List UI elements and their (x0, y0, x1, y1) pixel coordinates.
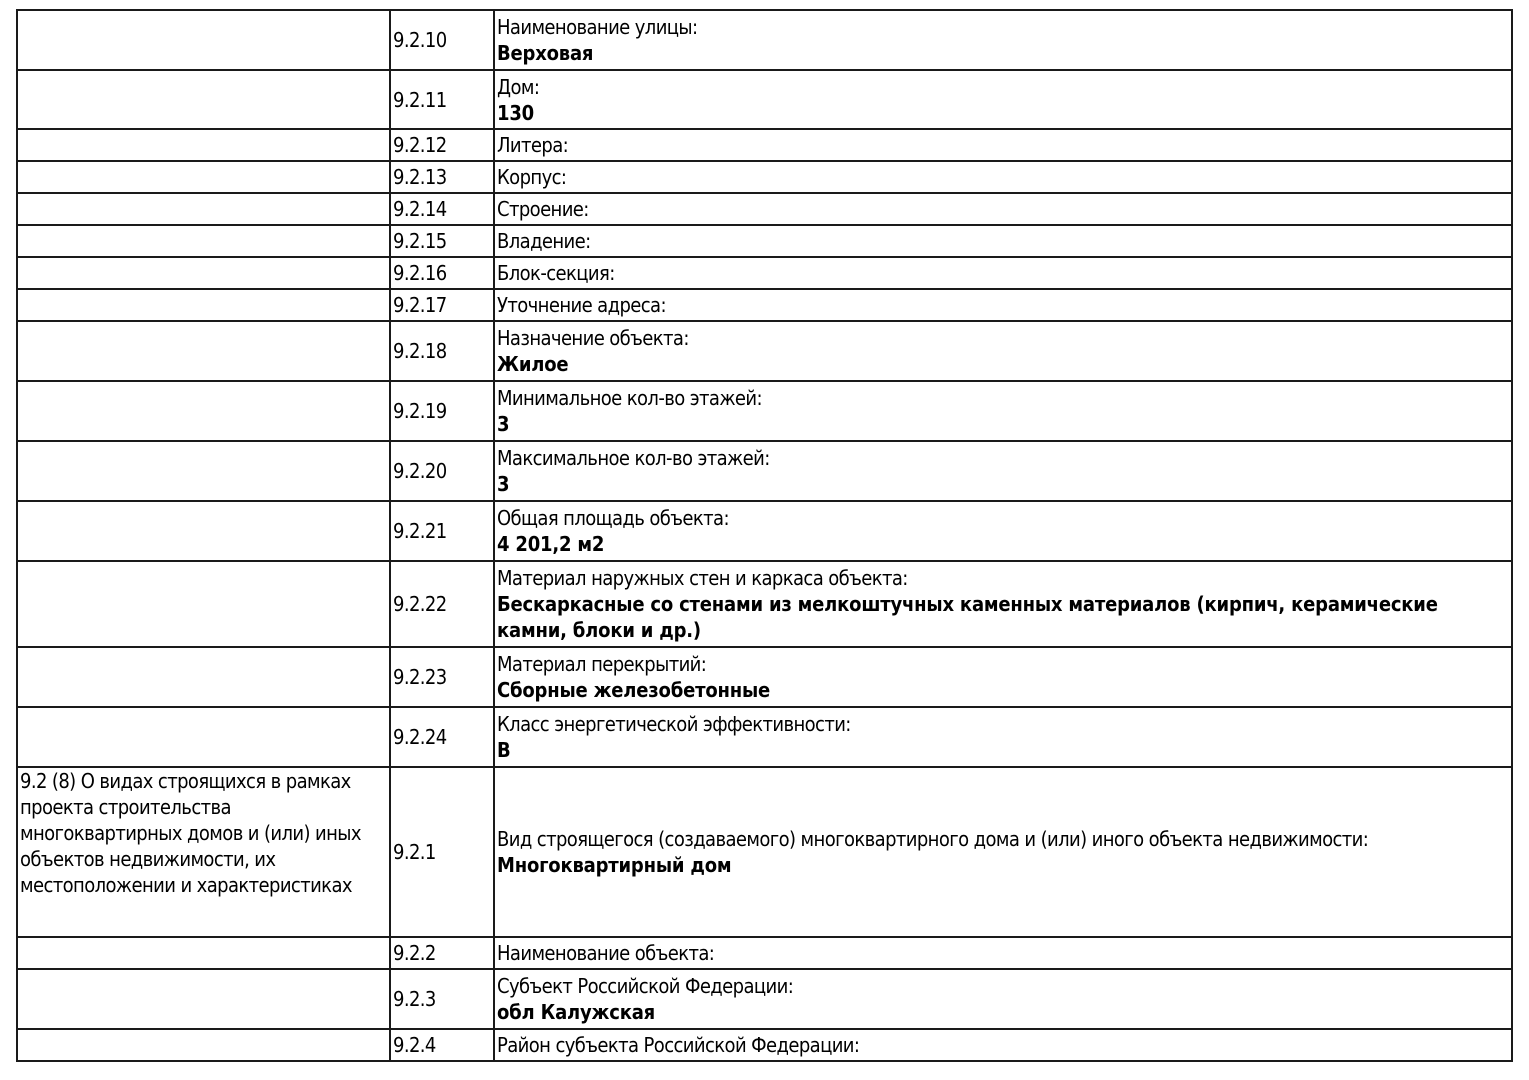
code-cell (390, 161, 494, 193)
item-code: 9.2.16 (393, 261, 447, 285)
section-cell (17, 501, 390, 561)
field-value: Многоквартирный дом (497, 853, 732, 877)
table-row (17, 10, 1512, 70)
content-cell (494, 193, 1512, 225)
field-label: Минимальное кол-во этажей: (497, 386, 762, 410)
content-cell (494, 969, 1512, 1029)
code-cell (390, 707, 494, 767)
item-code: 9.2.4 (393, 1033, 436, 1057)
field-label: Класс энергетической эффективности: (497, 712, 851, 736)
field-value: 4 201,2 м2 (497, 532, 605, 556)
content-cell (494, 441, 1512, 501)
code-cell (390, 937, 494, 969)
table-row (17, 707, 1512, 767)
section-cell (17, 707, 390, 767)
field-label: Строение: (497, 197, 589, 221)
section-cell (17, 289, 390, 321)
field-label: Район субъекта Российской Федерации: (497, 1033, 860, 1057)
field-value: 3 (497, 412, 510, 436)
table-row (17, 441, 1512, 501)
item-code: 9.2.23 (393, 665, 447, 689)
content-cell (494, 937, 1512, 969)
content-cell (494, 767, 1512, 937)
field-value: В (497, 738, 511, 762)
item-code: 9.2.1 (393, 840, 436, 864)
content-cell (494, 561, 1512, 647)
code-cell (390, 289, 494, 321)
content-cell (494, 1029, 1512, 1061)
content-cell (494, 129, 1512, 161)
field-value: Бескаркасные со стенами из мелкоштучных каменных материалов (кирпич, керамические камни, блоки и др.) (497, 592, 1438, 642)
item-code: 9.2.2 (393, 941, 436, 965)
section-cell (17, 1029, 390, 1061)
code-cell (390, 10, 494, 70)
code-cell (390, 647, 494, 707)
content-cell (494, 381, 1512, 441)
field-value: 130 (497, 100, 534, 125)
field-label: Материал перекрытий: (497, 652, 707, 676)
section-cell (17, 193, 390, 225)
section-cell (17, 561, 390, 647)
section-cell (17, 161, 390, 193)
code-cell (390, 225, 494, 257)
table-row (17, 257, 1512, 289)
code-cell (390, 969, 494, 1029)
item-code: 9.2.14 (393, 197, 447, 221)
code-cell (390, 501, 494, 561)
field-label: Наименование улицы: (497, 15, 698, 39)
content-cell (494, 707, 1512, 767)
code-cell (390, 257, 494, 289)
section-cell (17, 969, 390, 1029)
content-cell (494, 225, 1512, 257)
field-label: Общая площадь объекта: (497, 506, 729, 530)
item-code: 9.2.18 (393, 339, 447, 363)
table-row (17, 161, 1512, 193)
table-row (17, 937, 1512, 969)
section-cell (17, 10, 390, 70)
content-cell (494, 161, 1512, 193)
item-code: 9.2.11 (393, 87, 447, 112)
table-row (17, 767, 1512, 937)
content-cell (494, 321, 1512, 381)
section-text: 9.2 (8) О видах строящихся в рамках проекта строительства многоквартирных домов и (или) иных объектов недвижимости, их местоположении и характеристиках (20, 769, 361, 897)
table-row (17, 647, 1512, 707)
code-cell (390, 321, 494, 381)
disclosure-table (16, 9, 1513, 1062)
field-label: Блок-секция: (497, 261, 615, 285)
section-cell (17, 937, 390, 969)
item-code: 9.2.12 (393, 133, 447, 157)
code-cell (390, 767, 494, 937)
field-value: 3 (497, 472, 510, 496)
field-label: Материал наружных стен и каркаса объекта: (497, 566, 908, 590)
item-code: 9.2.21 (393, 519, 447, 543)
item-code: 9.2.3 (393, 987, 436, 1011)
table-row (17, 321, 1512, 381)
field-value: обл Калужская (497, 1000, 656, 1024)
field-label: Уточнение адреса: (497, 293, 666, 317)
code-cell (390, 70, 494, 129)
table-row (17, 1029, 1512, 1061)
table-row (17, 225, 1512, 257)
field-label: Максимальное кол-во этажей: (497, 446, 770, 470)
table-row (17, 193, 1512, 225)
table-row (17, 289, 1512, 321)
content-cell (494, 647, 1512, 707)
field-value: Верховая (497, 41, 594, 65)
field-label: Наименование объекта: (497, 941, 715, 965)
content-cell (494, 289, 1512, 321)
content-cell (494, 10, 1512, 70)
section-cell (17, 257, 390, 289)
item-code: 9.2.10 (393, 28, 447, 52)
item-code: 9.2.22 (393, 592, 447, 616)
code-cell (390, 441, 494, 501)
field-value: Жилое (497, 352, 569, 376)
content-cell (494, 501, 1512, 561)
item-code: 9.2.20 (393, 459, 447, 483)
field-label: Литера: (497, 133, 569, 157)
table-row (17, 381, 1512, 441)
section-cell (17, 321, 390, 381)
table-row (17, 129, 1512, 161)
code-cell (390, 1029, 494, 1061)
table-row (17, 561, 1512, 647)
item-code: 9.2.15 (393, 229, 447, 253)
section-cell (17, 70, 390, 129)
section-cell (17, 129, 390, 161)
field-label: Владение: (497, 229, 591, 253)
field-label: Назначение объекта: (497, 326, 689, 350)
code-cell (390, 129, 494, 161)
content-cell (494, 257, 1512, 289)
code-cell (390, 381, 494, 441)
content-cell (494, 70, 1512, 129)
field-label: Вид строящегося (создаваемого) многоквартирного дома и (или) иного объекта недвижимости: (497, 827, 1369, 851)
table-row (17, 501, 1512, 561)
field-label: Дом: (497, 74, 540, 99)
field-label: Субъект Российской Федерации: (497, 974, 794, 998)
code-cell (390, 561, 494, 647)
table-row (17, 70, 1512, 129)
item-code: 9.2.17 (393, 293, 447, 317)
table-row (17, 969, 1512, 1029)
section-cell (17, 767, 390, 937)
section-cell (17, 381, 390, 441)
section-cell (17, 441, 390, 501)
section-cell (17, 647, 390, 707)
field-label: Корпус: (497, 165, 567, 189)
code-cell (390, 193, 494, 225)
field-value: Сборные железобетонные (497, 678, 771, 702)
item-code: 9.2.19 (393, 399, 447, 423)
item-code: 9.2.13 (393, 165, 447, 189)
item-code: 9.2.24 (393, 725, 447, 749)
section-cell (17, 225, 390, 257)
